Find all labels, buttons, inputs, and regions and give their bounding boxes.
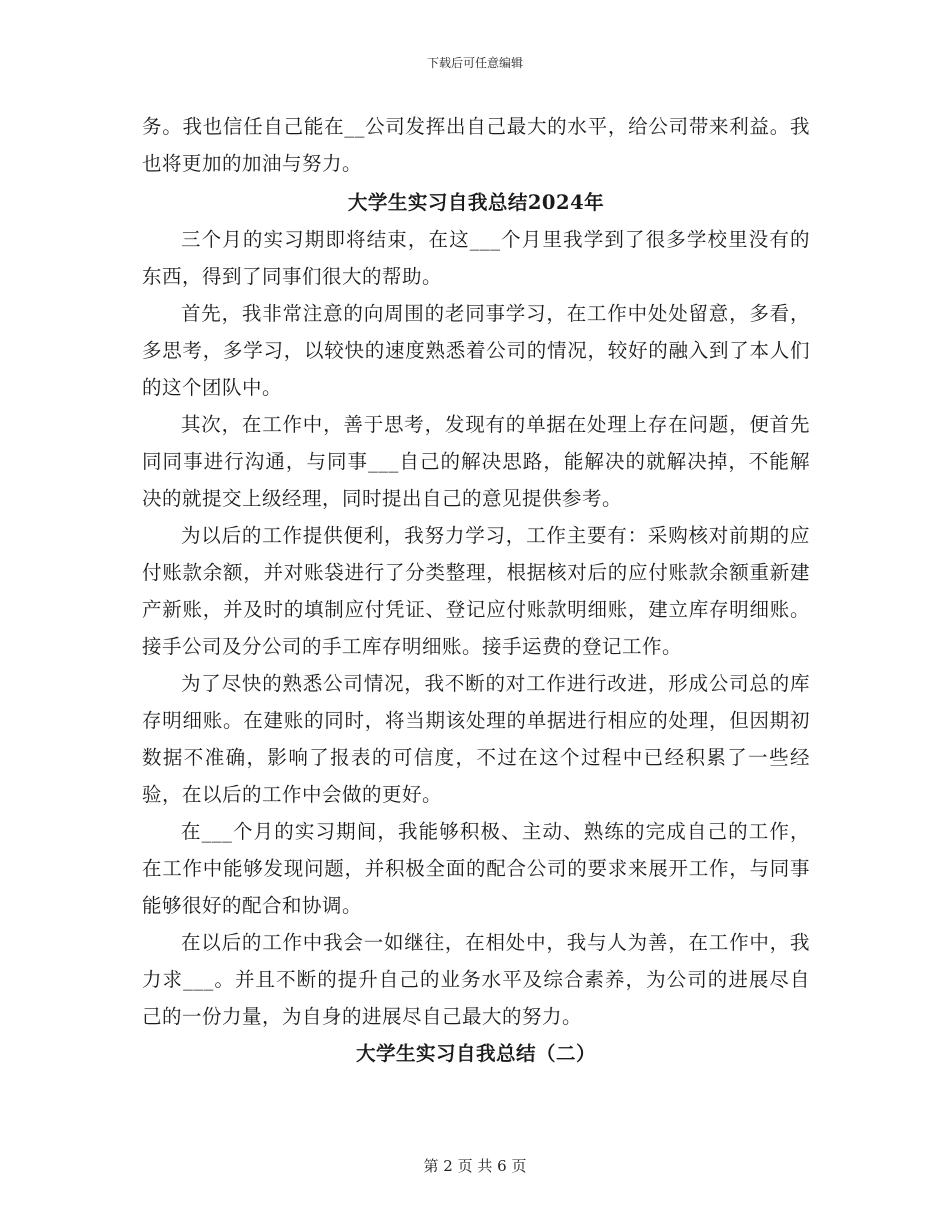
paragraph-intro: 三个月的实习期即将结束，在这___个月里我学到了很多学校里没有的东西，得到了同事们很大的帮助。 (142, 228, 810, 288)
paragraph-second: 其次，在工作中，善于思考，发现有的单据在处理上存在问题，便首先同同事进行沟通，与同事___自己的解决思路，能解决的就解决掉，不能解决的就提交上级经理，同时提出自己的意见提供参考。 (142, 413, 810, 510)
section-heading-2024: 大学生实习自我总结2024年 (347, 191, 605, 214)
paragraph-future: 在以后的工作中我会一如继往，在相处中，我与人为善，在工作中，我力求___。并且不断的提升自己的业务水平及综合素养，为公司的进展尽自己的一份力量，为自身的进展尽自己最大的努力。 (142, 931, 810, 1028)
document-body (142, 108, 810, 1072)
section-heading-two: 大学生实习自我总结（二） (355, 1042, 596, 1065)
paragraph-internship-period: 在___个月的实习期间，我能够积极、主动、熟练的完成自己的工作，在工作中能够发现问题，并积极全面的配合公司的要求来展开工作，与同事能够很好的配合和协调。 (142, 820, 810, 917)
paragraph-improvement: 为了尽快的熟悉公司情况，我不断的对工作进行改进，形成公司总的库存明细账。在建账的同时，将当期该处理的单据进行相应的处理，但因期初数据不准确，影响了报表的可信度，不过在这个过程中已经积累了一些经验，在以后的工作中会做的更好。 (142, 672, 810, 806)
paragraph-work-tasks: 为以后的工作提供便利，我努力学习，工作主要有：采购核对前期的应付账款余额，并对账袋进行了分类整理，根据核对后的应付账款余额重新建产新账，并及时的填制应付凭证、登记应付账款明细账，建立库存明细账。接手公司及分公司的手工库存明细账。接手运费的登记工作。 (142, 524, 810, 658)
paragraph-first: 首先，我非常注意的向周围的老同事学习，在工作中处处留意，多看，多思考，多学习，以较快的速度熟悉着公司的情况，较好的融入到了本人们的这个团队中。 (142, 302, 810, 399)
page-header: 下载后可任意编辑 (426, 56, 523, 70)
page-number-footer: 第 2 页 共 6 页 (423, 1157, 527, 1175)
paragraph-continuation: 务。我也信任自己能在__公司发挥出自己最大的水平，给公司带来利益。我也将更加的加油与努力。 (142, 115, 810, 175)
